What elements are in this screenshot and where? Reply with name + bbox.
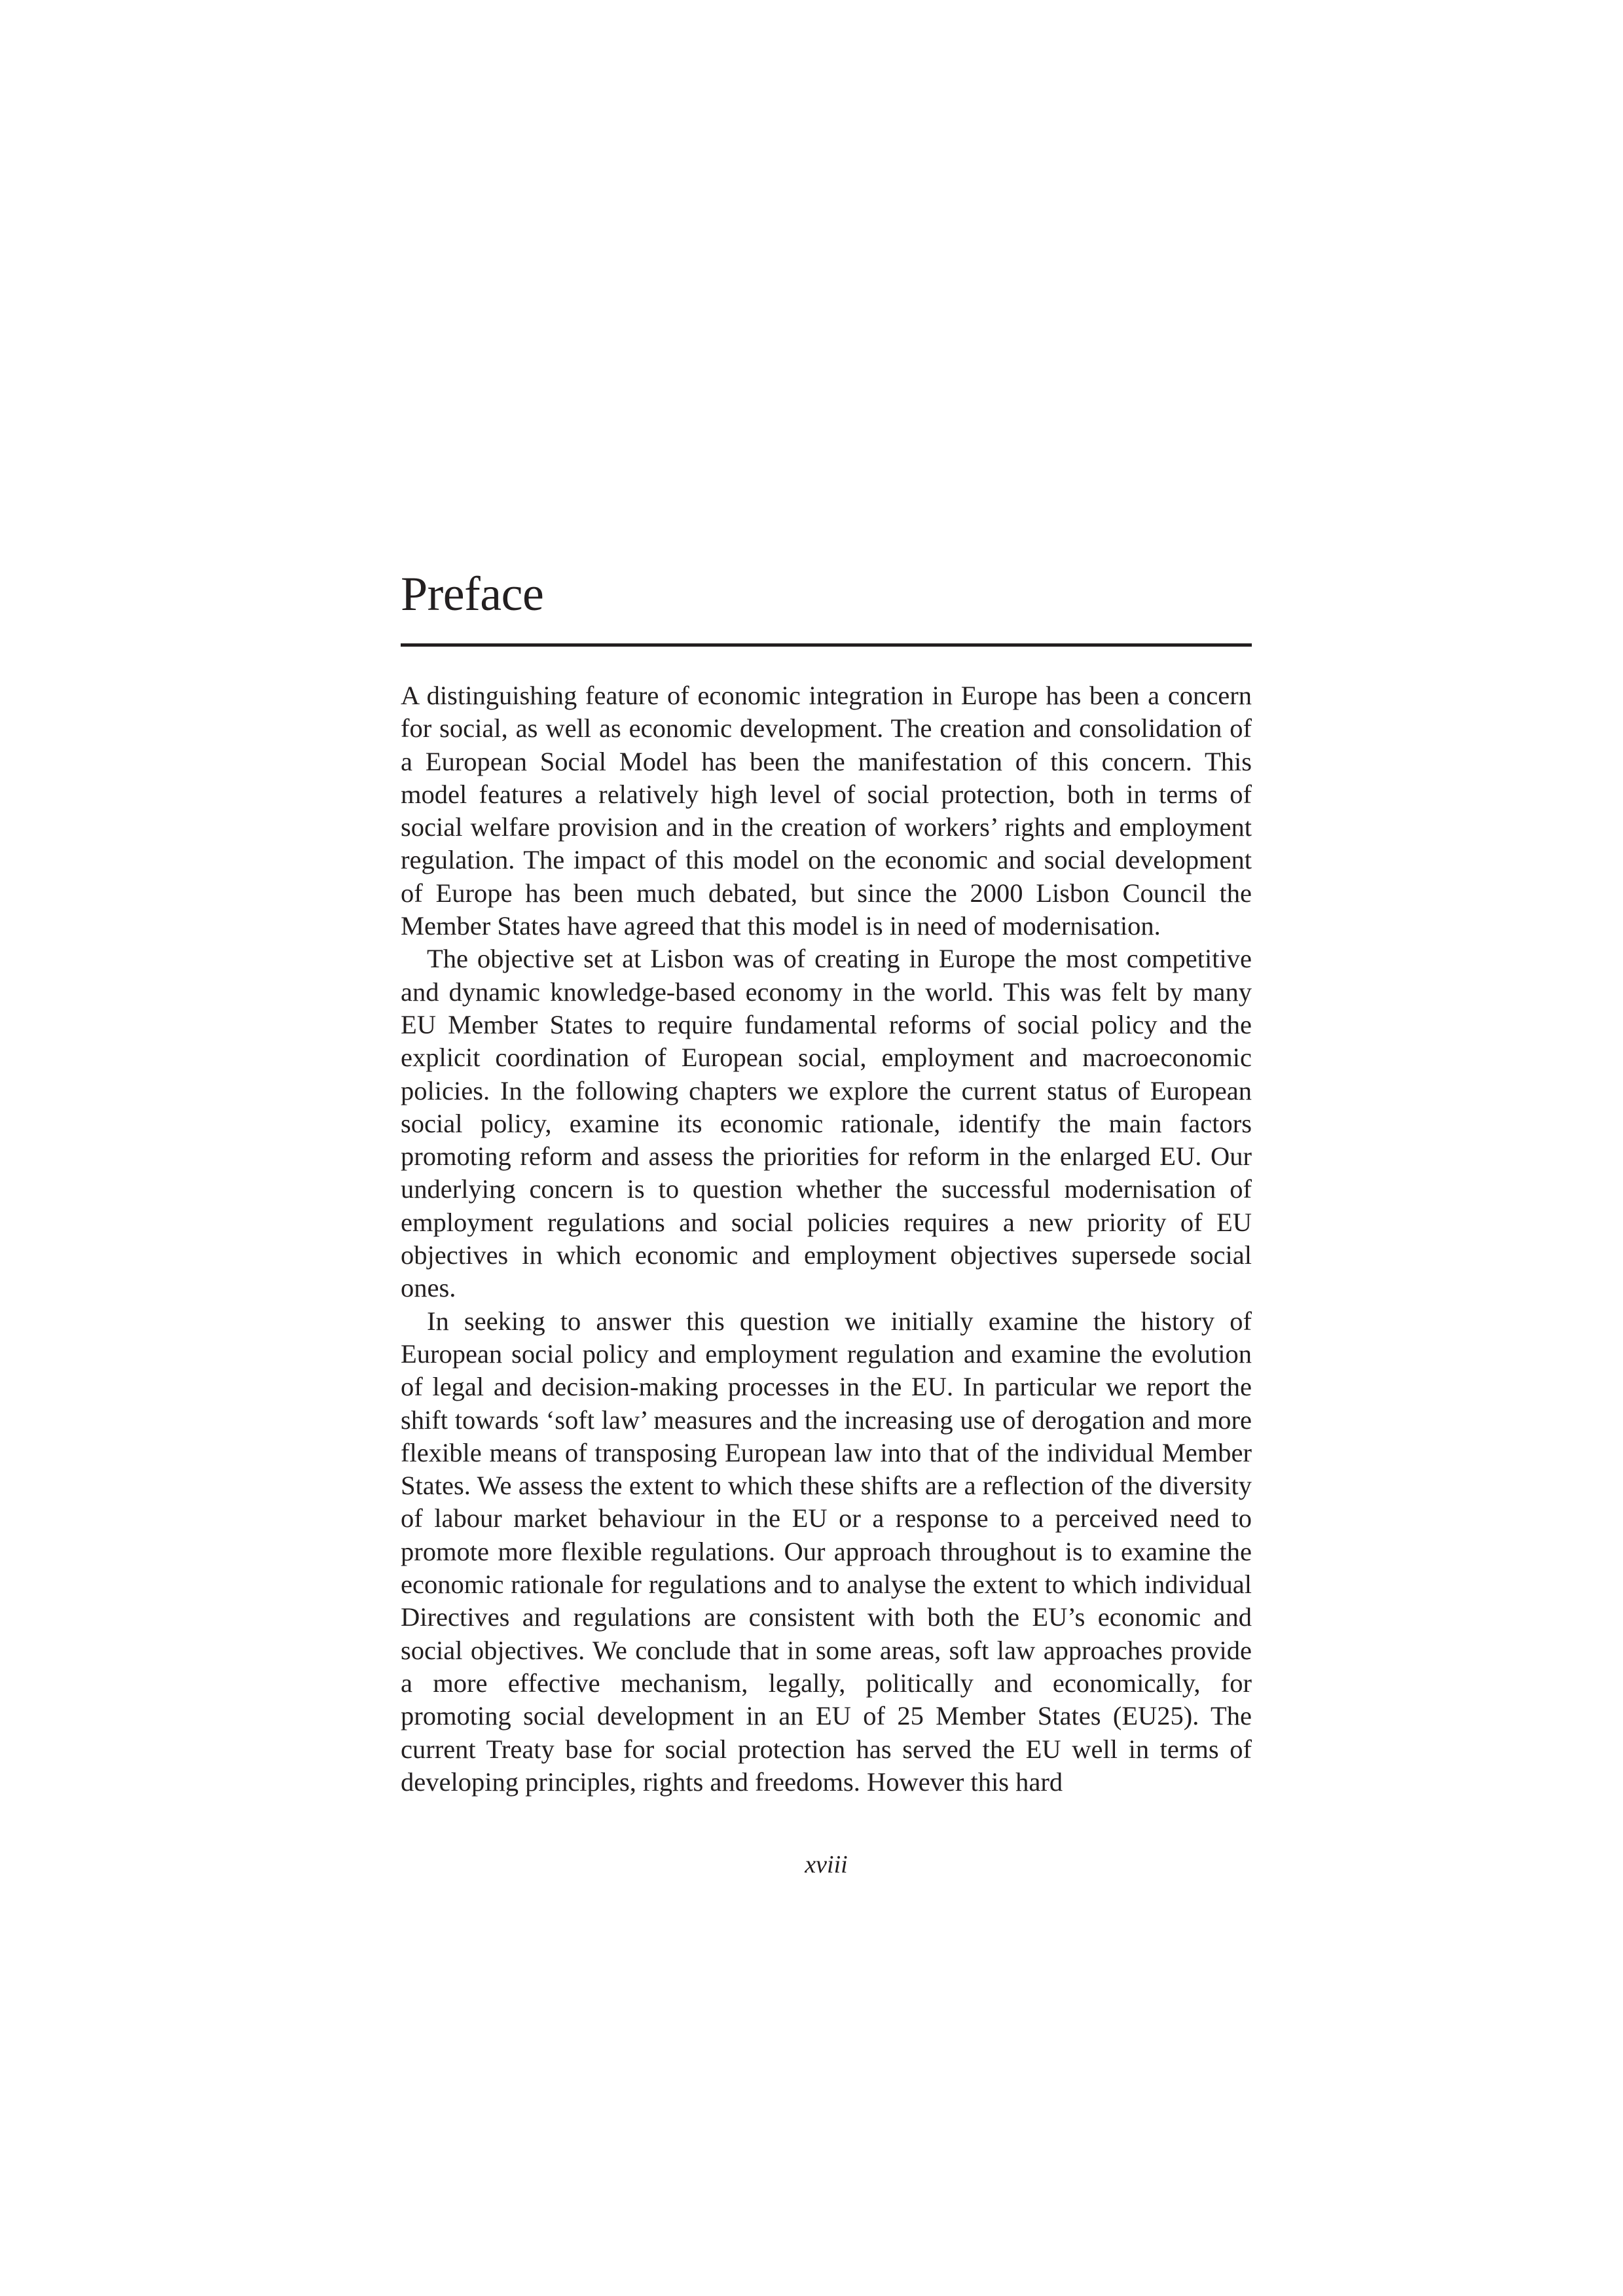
paragraph-3: In seeking to answer this question we initially examine the history of European social policy and employment regulation and examine the evolution of legal and decision-making processes in the EU. In particular we report the shift towards ‘soft law’ measures and the increasing use of derogation and more flexible means of transposing European law into that of the individual Member States. We assess the extent to which these shifts are a reflection of the diversity of labour market behaviour in the EU or a response to a perceived need to promote more flexible regulations. Our approach throughout is to examine the economic rationale for regulations and to analyse the extent to which individual Directives and regulations are consistent with both the EU’s economic and social objectives. We conclude that in some areas, soft law approaches provide a more effective mechanism, legally, politically and economically, for promoting social development in an EU of 25 Member States (EU25). The current Treaty base for social protection has served the EU well in terms of developing principles, rights and freedoms. However this hard <box>401 1306 1252 1797</box>
heading-rule <box>401 643 1252 647</box>
chapter-heading: Preface <box>401 567 544 621</box>
paragraph-2: The objective set at Lisbon was of creating in Europe the most competitive and dynamic knowledge-based economy in the world. This was felt by many EU Member States to require fundamental reforms of social policy and the explicit coordination of European social, employment and macroeconomic policies. In the following chapters we explore the current status of European social policy, examine its economic rationale, identify the main factors promoting reform and assess the priorities for reform in the enlarged EU. Our underlying concern is to question whether the successful modernisation of employment regulations and social policies requires a new priority of EU objectives in which economic and employment objectives supersede social ones. <box>401 944 1252 1303</box>
page-number: xviii <box>805 1851 848 1878</box>
preface-body <box>401 679 1252 1799</box>
paragraph-1: A distinguishing feature of economic integration in Europe has been a concern for social, as well as economic development. The creation and consolidation of a European Social Model has been the manifestation of this concern. This model features a relatively high level of social protection, both in terms of social welfare provision and in the creation of workers’ rights and employment regulation. The impact of this model on the economic and social development of Europe has been much debated, but since the 2000 Lisbon Council the Member States have agreed that this model is in need of modernisation. <box>401 681 1252 941</box>
